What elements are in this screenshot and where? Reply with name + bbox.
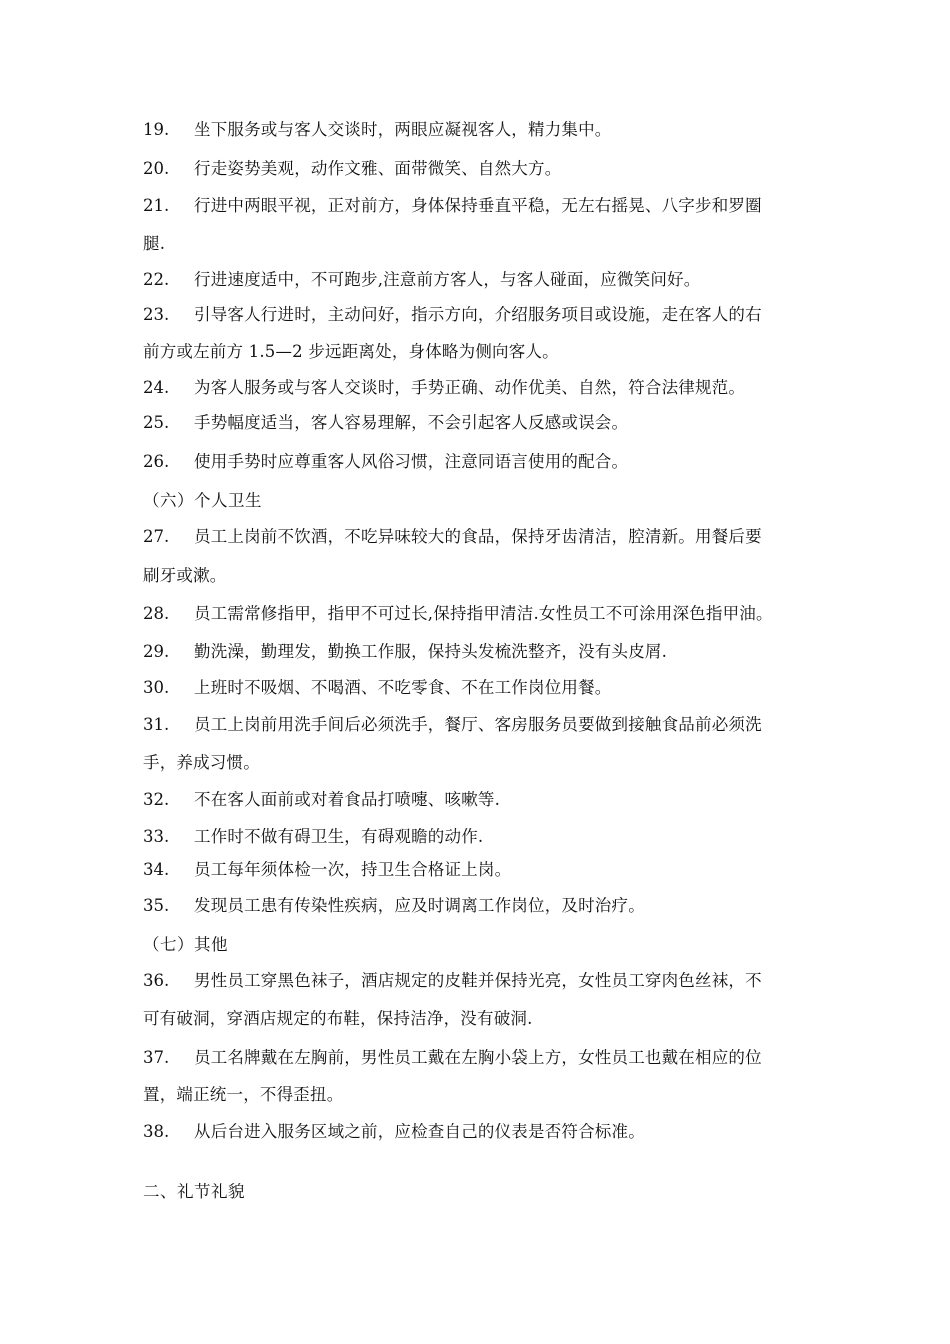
item-number: 33.: [143, 827, 170, 846]
item-number: 19.: [143, 120, 170, 139]
item-text: 员工上岗前不饮酒，不吃异味较大的食品，保持牙齿清洁，腔清新。用餐后要: [194, 527, 762, 546]
subsection-title: （六）个人卫生: [143, 491, 262, 510]
item-text: 为客人服务或与客人交谈时，手势正确、动作优美、自然，符合法律规范。: [194, 378, 746, 397]
item-text-cont: 手，养成习惯。: [143, 753, 260, 772]
item-number: 31.: [143, 715, 170, 734]
item-text-cont: 置，端正统一，不得歪扭。: [143, 1085, 344, 1104]
item-text: 从后台进入服务区域之前，应检查自己的仪表是否符合标准。: [194, 1122, 645, 1141]
item-text: 勤洗澡，勤理发，勤换工作服，保持头发梳洗整齐，没有头皮屑.: [194, 642, 668, 661]
item-number: 32.: [143, 790, 170, 809]
section-title: 二、礼节礼貌: [143, 1182, 245, 1201]
item-number: 23.: [143, 305, 170, 324]
item-number: 29.: [143, 642, 170, 661]
item-text-cont: 腿.: [143, 234, 166, 253]
item-number: 26.: [143, 452, 170, 471]
item-text: 男性员工穿黑色袜子，酒店规定的皮鞋并保持光亮，女性员工穿肉色丝袜，不: [194, 971, 762, 990]
item-number: 36.: [143, 971, 170, 990]
item-text-cont: 刷牙或漱。: [143, 566, 227, 585]
item-number: 25.: [143, 413, 170, 432]
item-text-cont: 可有破洞，穿酒店规定的布鞋，保持洁净，没有破洞.: [143, 1009, 533, 1028]
item-text: 行进中两眼平视，正对前方，身体保持垂直平稳，无左右摇晃、八字步和罗圈: [194, 196, 762, 215]
item-text: 员工名牌戴在左胸前，男性员工戴在左胸小袋上方，女性员工也戴在相应的位: [194, 1048, 762, 1067]
item-text: 员工上岗前用洗手间后必须洗手，餐厅、客房服务员要做到接触食品前必须洗: [194, 715, 762, 734]
item-text: 使用手势时应尊重客人风俗习惯，注意同语言使用的配合。: [194, 452, 629, 471]
item-number: 20.: [143, 159, 170, 178]
item-text: 发现员工患有传染性疾病，应及时调离工作岗位，及时治疗。: [194, 896, 645, 915]
item-number: 24.: [143, 378, 170, 397]
item-number: 27.: [143, 527, 170, 546]
item-text: 员工每年须体检一次，持卫生合格证上岗。: [194, 860, 512, 879]
item-text: 工作时不做有碍卫生，有碍观瞻的动作.: [194, 827, 484, 846]
item-number: 28.: [143, 604, 170, 623]
item-number: 37.: [143, 1048, 170, 1067]
subsection-title: （七）其他: [143, 935, 228, 954]
item-number: 34.: [143, 860, 170, 879]
item-text: 行进速度适中，不可跑步,注意前方客人，与客人碰面，应微笑问好。: [194, 270, 701, 289]
item-number: 21.: [143, 196, 170, 215]
item-number: 38.: [143, 1122, 170, 1141]
item-text: 不在客人面前或对着食品打喷嚏、咳嗽等.: [194, 790, 501, 809]
item-number: 22.: [143, 270, 170, 289]
item-text: 员工需常修指甲，指甲不可过长,保持指甲清洁.女性员工不可涂用深色指甲油。: [194, 604, 773, 623]
item-text: 引导客人行进时，主动问好，指示方向，介绍服务项目或设施，走在客人的右: [194, 305, 762, 324]
item-text: 手势幅度适当，客人容易理解，不会引起客人反感或误会。: [194, 413, 629, 432]
item-number: 30.: [143, 678, 170, 697]
item-text: 行走姿势美观，动作文雅、面带微笑、自然大方。: [194, 159, 562, 178]
item-text-cont: 前方或左前方 1.5—2 步远距离处，身体略为侧向客人。: [143, 342, 559, 361]
item-number: 35.: [143, 896, 170, 915]
item-text: 上班时不吸烟、不喝酒、不吃零食、不在工作岗位用餐。: [194, 678, 612, 697]
item-text: 坐下服务或与客人交谈时，两眼应凝视客人，精力集中。: [194, 120, 612, 139]
